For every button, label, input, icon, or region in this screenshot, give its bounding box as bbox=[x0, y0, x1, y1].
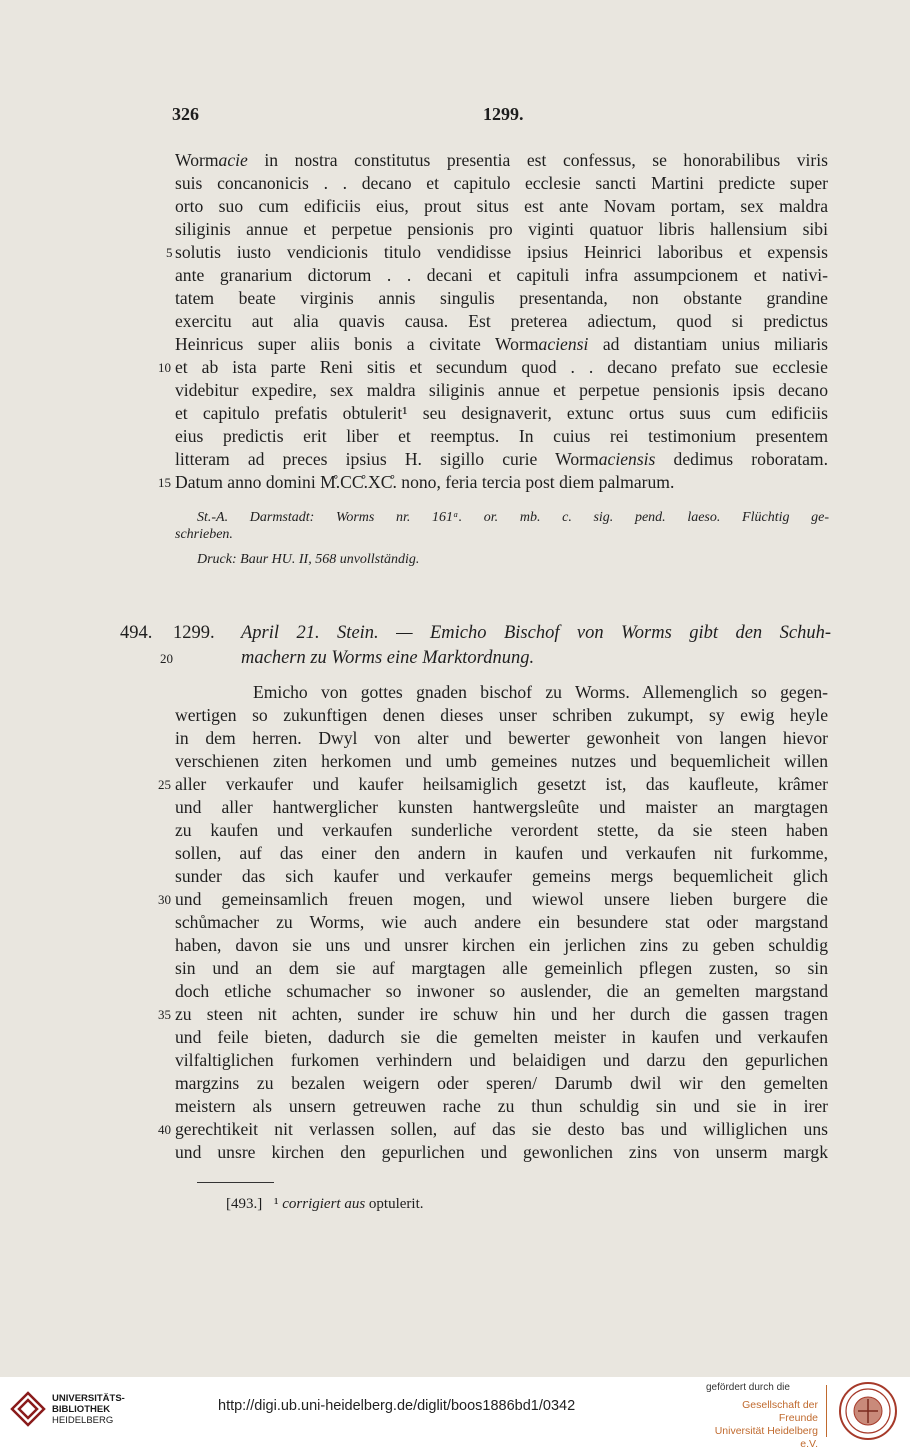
text-line bbox=[175, 819, 828, 842]
line-text: tatem beate virginis annis singulis presentanda, non obstante grandine bbox=[175, 288, 828, 308]
line-text: margzins zu bezalen weigern oder speren/ Darumb dwil wir den gemelten bbox=[175, 1073, 828, 1093]
footnote-ref: [493.] bbox=[226, 1196, 263, 1212]
text-line bbox=[175, 911, 828, 934]
line-text: und aller hantwerglicher kunsten hantwergsleûte und maister an margtagen bbox=[175, 797, 828, 817]
line-text: doch etliche schumacher so inwoner so auslender, die an gemelten margstand bbox=[175, 981, 828, 1001]
footnote-mark: ¹ bbox=[274, 1196, 279, 1212]
text-line bbox=[175, 704, 828, 727]
doc-title: April 21. Stein. — Emicho Bischof von Worms gibt den Schuh- bbox=[241, 623, 831, 643]
footnote bbox=[226, 1193, 424, 1216]
line-text: suis concanonicis . . decano et capitulo ecclesie sancti Martini predicte super bbox=[175, 173, 828, 193]
text-line bbox=[175, 356, 828, 379]
text-line bbox=[175, 1026, 828, 1049]
text-line bbox=[175, 1095, 828, 1118]
page-number: 326 bbox=[172, 104, 199, 124]
source-note: St.-A. Darmstadt: Worms nr. 161ᵃ. or. mb. c. sig. pend. laeso. Flüchtig ge- bbox=[197, 510, 829, 525]
line-italic: aciensis bbox=[598, 449, 656, 469]
text-line bbox=[175, 402, 828, 425]
text-line bbox=[175, 149, 828, 172]
line-text: haben, davon sie uns und unsrer kirchen ein jerlichen zins zu geben schuldig bbox=[175, 935, 828, 955]
text-line bbox=[175, 796, 828, 819]
line-text: zu kaufen und verkaufen sunderliche verordent stette, da sie steen haben bbox=[175, 820, 828, 840]
text-line bbox=[175, 750, 828, 773]
doc-year: 1299. bbox=[173, 623, 215, 643]
library-name-line-2: BIBLIOTHEK bbox=[52, 1404, 111, 1415]
line-text: Worm bbox=[175, 150, 219, 170]
line-text: und unsre kirchen den gepurlichen und gewonlichen zins von unserm margk bbox=[175, 1142, 828, 1162]
doc-number: 494. bbox=[120, 623, 153, 643]
text-line bbox=[175, 842, 828, 865]
library-name bbox=[52, 1393, 125, 1426]
line-text: in dem herren. Dwyl von alter und bewerter gewonheit von langen hievor bbox=[175, 728, 828, 748]
source-note-cont: schrieben. bbox=[175, 527, 233, 542]
line-number: 5 bbox=[166, 245, 173, 260]
line-italic: aciensi bbox=[538, 334, 589, 354]
text-line bbox=[175, 1049, 828, 1072]
line-number: 30 bbox=[158, 892, 171, 907]
line-text: wertigen so zukunftigen denen dieses unser schriben zukumpt, sy ewig heyle bbox=[175, 705, 828, 725]
footnote-word: optulerit. bbox=[368, 1196, 424, 1212]
footnote-rule bbox=[197, 1182, 274, 1183]
line-text: orto suo cum edificiis eius, prout situs est ante Novam portam, sex maldra bbox=[175, 196, 828, 216]
line-number: 15 bbox=[158, 475, 171, 490]
text-line bbox=[175, 172, 828, 195]
library-name-line-1: UNIVERSITÄTS- bbox=[52, 1393, 125, 1404]
divider bbox=[826, 1385, 827, 1437]
line-text: und feile bieten, dadurch sie die gemelten meister in kaufen und verkaufen bbox=[175, 1027, 828, 1047]
footnote-italic: corrigiert aus bbox=[282, 1196, 366, 1212]
line-text: solutis iusto vendicionis titulo vendidisse ipsius Heinrici laboribus et expensis bbox=[175, 242, 828, 262]
line-text: sunder das sich kaufer und verkaufer gemeins mergs bequemlicheit glich bbox=[175, 866, 828, 886]
text-line bbox=[175, 1072, 828, 1095]
text-line bbox=[253, 681, 828, 704]
text-line bbox=[175, 333, 828, 356]
line-text: schůmacher zu Worms, wie auch andere ein besundere stat oder margstand bbox=[175, 912, 828, 932]
line-text: meistern als unsern getreuwen rache zu thun schuldig sin und sie in irer bbox=[175, 1096, 828, 1116]
library-name-line-3: HEIDELBERG bbox=[52, 1415, 114, 1426]
line-rest: ad distantiam unius miliaris bbox=[588, 334, 828, 354]
line-number: 40 bbox=[158, 1122, 171, 1137]
line-number: 20 bbox=[160, 651, 173, 666]
text-line bbox=[175, 888, 828, 911]
society-line-2: Universität Heidelberg e.V. bbox=[714, 1425, 818, 1450]
line-number: 35 bbox=[158, 1007, 171, 1022]
line-text: vilfaltiglichen furkomen verhindern und belaidigen und darzu den gepurlichen bbox=[175, 1050, 828, 1070]
line-text: Heinricus super aliis bonis a civitate Worm bbox=[175, 334, 539, 354]
text-line bbox=[175, 980, 828, 1003]
text-line bbox=[175, 218, 828, 241]
text-line bbox=[175, 195, 828, 218]
line-rest: in nostra constitutus presentia est confessus, se honorabilibus viris bbox=[247, 150, 828, 170]
line-text: litteram ad preces ipsius H. sigillo curie Worm bbox=[175, 449, 599, 469]
text-line bbox=[175, 310, 828, 333]
line-text: gerechtikeit nit verlassen sollen, auf das sie desto bas und williglichen uns bbox=[175, 1119, 828, 1139]
line-text: sin und an dem sie auf margtagen alle gemeinlich pflegen zusten, so sin bbox=[175, 958, 828, 978]
line-text: zu steen nit achten, sunder ire schuw hin und her durch die gassen tragen bbox=[175, 1004, 828, 1024]
footer-bar bbox=[0, 1377, 910, 1450]
line-text: siliginis annue et perpetue pensionis pro viginti quatuor libris hallensium sibi bbox=[175, 219, 828, 239]
line-text: eius predictis erit liber et reemptus. In cuius rei testimonium presentem bbox=[175, 426, 828, 446]
line-text: Emicho von gottes gnaden bischof zu Worms. Allemenglich so gegen- bbox=[253, 682, 828, 702]
text-line bbox=[175, 957, 828, 980]
text-line bbox=[175, 448, 828, 471]
university-seal-icon bbox=[838, 1381, 898, 1441]
line-text: et ab ista parte Reni sitis et secundum quod . . decano prefato sue ecclesie bbox=[175, 357, 828, 377]
text-line bbox=[175, 934, 828, 957]
society-line-1: Gesellschaft der Freunde bbox=[742, 1399, 818, 1424]
text-line bbox=[175, 287, 828, 310]
line-text: aller verkaufer und kaufer heilsamiglich gesetzt ist, das kaufleute, krâmer bbox=[175, 774, 828, 794]
line-text: et capitulo prefatis obtulerit¹ seu designaverit, extunc ortus suus cum edificiis bbox=[175, 403, 828, 423]
line-number: 10 bbox=[158, 360, 171, 375]
funded-by: gefördert durch die bbox=[706, 1382, 790, 1393]
text-line bbox=[175, 1118, 828, 1141]
society-name bbox=[706, 1399, 818, 1451]
line-number: 25 bbox=[158, 777, 171, 792]
text-line bbox=[175, 379, 828, 402]
text-line bbox=[175, 425, 828, 448]
library-logo-icon bbox=[10, 1391, 46, 1427]
text-line bbox=[175, 727, 828, 750]
print-note: Druck: Baur HU. II, 568 unvollständig. bbox=[197, 552, 420, 567]
line-text: exercitu aut alia quavis causa. Est preterea adiectum, quod si predictus bbox=[175, 311, 828, 331]
text-line bbox=[175, 241, 828, 264]
line-rest: dedimus roboratam. bbox=[655, 449, 828, 469]
line-text: verschienen ziten herkomen und umb gemeines nutzes und bequemlicheit willen bbox=[175, 751, 828, 771]
text-line bbox=[175, 471, 674, 494]
permalink[interactable]: http://digi.ub.uni-heidelberg.de/diglit/boos1886bd1/0342 bbox=[218, 1398, 576, 1414]
line-text: ante granarium dictorum . . decani et capituli infra assumpcionem et nativi- bbox=[175, 265, 828, 285]
line-text: Datum anno domini M̊.CC̊.XC̊. nono, feria tercia post diem palmarum. bbox=[175, 472, 675, 492]
text-line bbox=[175, 264, 828, 287]
line-text: sollen, auf das einer den andern in kaufen und verkaufen nit furkomme, bbox=[175, 843, 828, 863]
text-line bbox=[175, 773, 828, 796]
running-year: 1299. bbox=[483, 104, 524, 124]
doc-title-cont: machern zu Worms eine Marktordnung. bbox=[241, 648, 535, 668]
line-italic: acie bbox=[218, 150, 248, 170]
text-line bbox=[175, 1141, 828, 1164]
text-line bbox=[175, 1003, 828, 1026]
text-line bbox=[175, 865, 828, 888]
line-text: videbitur expedire, sex maldra siliginis annue et perpetue pensionis ipsis decano bbox=[175, 380, 828, 400]
line-text: und gemeinsamlich freuen mogen, und wiewol unsere lieben burgere die bbox=[175, 889, 828, 909]
